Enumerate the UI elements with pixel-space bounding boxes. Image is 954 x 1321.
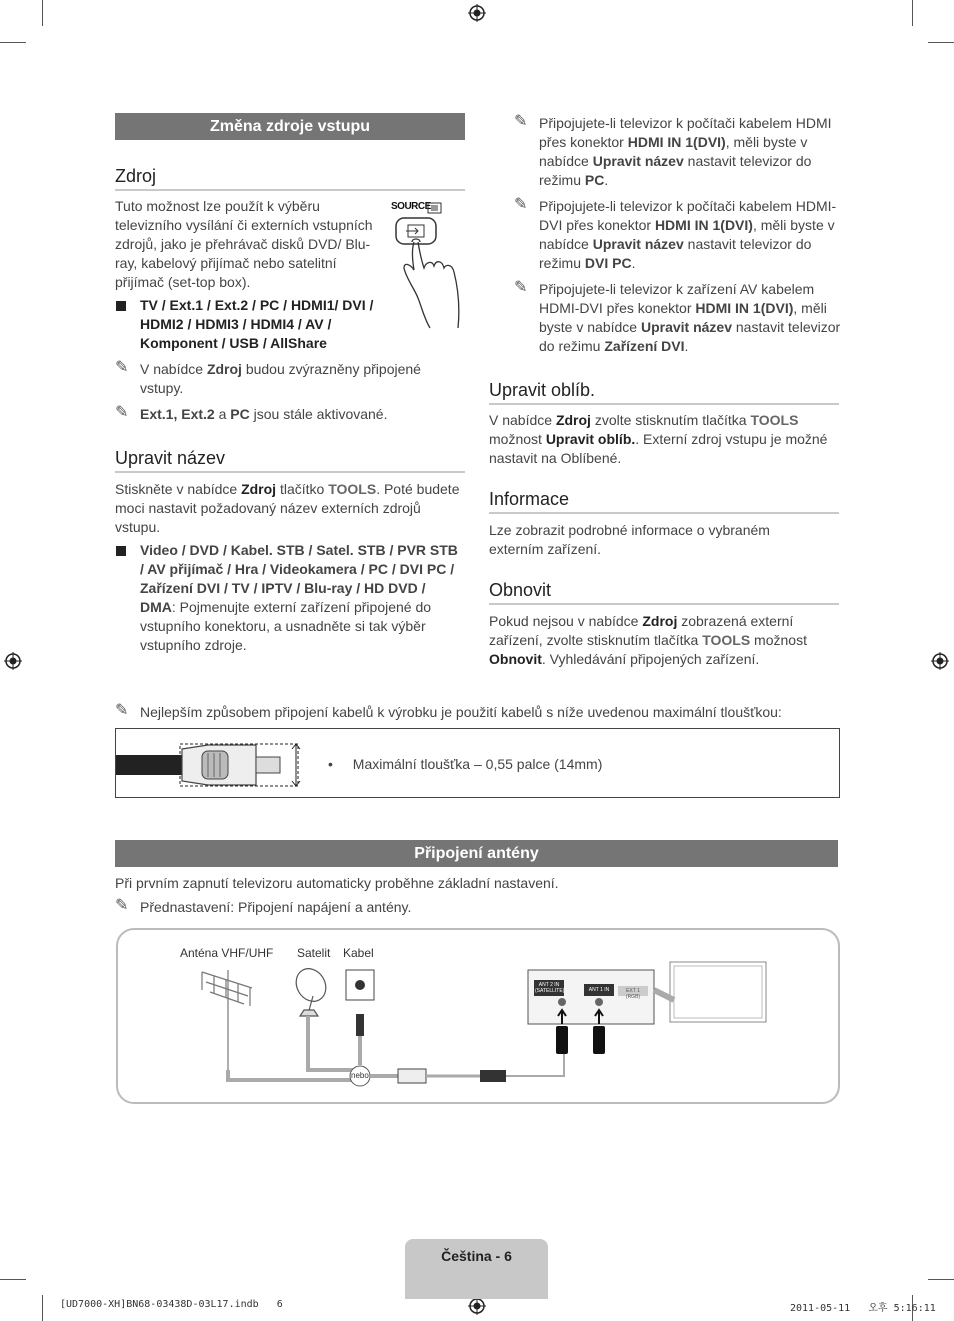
text-part: Pokud nejsou v nabídce	[489, 613, 643, 629]
note-bold: HDMI IN 1(DVI)	[627, 134, 726, 150]
note-bold: PC	[584, 172, 605, 188]
informace-text: Lze zobrazit podrobné informace o vybraném externím zařízení.	[489, 522, 770, 557]
zdroj-source-list	[115, 296, 410, 353]
text-bold: Zdroj	[642, 613, 678, 629]
source-label: SOURCE	[391, 201, 431, 212]
note-text: , měli byste v nabídce	[539, 134, 808, 169]
right-note-2	[514, 197, 857, 273]
bullet-text: : Pojmenujte externí zařízení připojené do vstupního konektoru, a usnadněte si tak výběr vstupního zdroje.	[140, 599, 432, 653]
registration-mark-icon	[468, 4, 486, 22]
text-part: . Externí zdroj vstupu je možné nastavit na Oblíbené.	[489, 431, 828, 466]
text-part: . Vyhledávání připojených zařízení.	[541, 651, 760, 667]
cable-thickness-box	[115, 728, 840, 798]
print-date: 2011-05-11 오후 5:16:11	[790, 1303, 936, 1314]
crop-mark	[0, 1279, 26, 1280]
cable-bullet-text: Maximální tloušťka – 0,55 palce (14mm)	[352, 756, 603, 772]
note-pen-icon: ✎	[115, 897, 129, 914]
note-text: Přednastavení: Připojení napájení a antény.	[140, 899, 412, 915]
text-part: zobrazená externí zařízení, zvolte stisknutím tlačítka	[489, 613, 794, 648]
heading-obnovit: Obnovit	[489, 580, 839, 605]
obnovit-text	[489, 612, 829, 669]
crop-mark	[912, 0, 913, 26]
note-text: Připojujete-li televizor k počítači kabelem HDMI přes konektor	[539, 115, 832, 150]
vhf-antenna-icon	[202, 970, 252, 1070]
text-part: tlačítko	[276, 481, 329, 497]
device-name-list: Video / DVD / Kabel. STB / Satel. STB / PVR STB / AV přijímač / Hra / Videokamera / PC / DVI PC / Zařízení DVI / TV / IPTV / Blu-ray / HD DVD / DMA	[140, 542, 458, 615]
note-bold: HDMI IN 1(DVI)	[695, 300, 794, 316]
note-pen-icon: ✎	[115, 702, 129, 719]
tools-label: TOOLS	[702, 632, 751, 648]
note-text: a	[214, 406, 231, 422]
label-kabel: Kabel	[343, 946, 374, 960]
note-bold: PC	[230, 406, 250, 422]
note-text: budou zvýrazněny připojené vstupy.	[140, 361, 421, 396]
cable-bullet	[328, 756, 602, 772]
upravit-nazev-text	[115, 480, 460, 537]
label-nebo: nebo	[351, 1071, 369, 1080]
port-ant1: ANT 1 IN	[588, 987, 610, 993]
note-pen-icon: ✎	[514, 113, 528, 130]
page-label: Čeština - 6	[441, 1248, 512, 1264]
zdroj-note-1	[115, 360, 440, 398]
note-bold: Upravit název	[640, 319, 732, 335]
heading-upravit-nazev: Upravit název	[115, 448, 465, 473]
note-bold: Zařízení DVI	[604, 338, 685, 354]
satellite-dish-icon	[290, 963, 331, 1016]
crop-mark	[928, 42, 954, 43]
registration-mark-icon	[931, 652, 949, 670]
note-text: V nabídce	[140, 361, 207, 377]
note-pen-icon: ✎	[115, 359, 129, 376]
port-ext1: EXT 1 (RGB)	[625, 988, 641, 1000]
source-list-text: TV / Ext.1 / Ext.2 / PC / HDMI1/ DVI / HDMI2 / HDMI3 / HDMI4 / AV / Komponent / USB / AllShare	[140, 297, 374, 351]
file-info: [UD7000-XH]BN68-03438D-03L17.indb 6	[60, 1299, 283, 1310]
note-bold: HDMI IN 1(DVI)	[654, 217, 753, 233]
text-bold: Obnovit	[489, 651, 542, 667]
tv-outline-icon	[654, 962, 766, 1022]
connection-drawing	[118, 930, 838, 1102]
crop-mark	[42, 1295, 43, 1321]
note-bold: Upravit název	[592, 153, 684, 169]
note-text: nastavit televizor do režimu	[539, 236, 812, 271]
port-ant2: ANT 2 IN (SATELLITE)	[535, 982, 565, 994]
wall-socket-icon	[346, 970, 374, 1036]
zdroj-note-2	[115, 405, 480, 424]
label-vhf-uhf: Anténa VHF/UHF	[180, 946, 274, 960]
antenna-text: Při prvním zapnutí televizoru automaticky proběhne základní nastavení.	[115, 875, 559, 891]
right-note-1	[514, 114, 857, 190]
crop-mark	[42, 0, 43, 26]
tools-label: TOOLS	[750, 412, 799, 428]
text-part: Stiskněte v nabídce	[115, 481, 242, 497]
note-bold: Upravit název	[592, 236, 684, 252]
text-part: . Poté budete moci nastavit požadovaný název externích zdrojů vstupu.	[115, 481, 460, 535]
note-pen-icon: ✎	[115, 404, 129, 421]
text-part: zvolte stisknutím tlačítka	[590, 412, 751, 428]
bullet-square-icon	[116, 301, 126, 311]
bullet-dot-icon: •	[328, 756, 333, 772]
cable-thickness-note	[115, 703, 870, 722]
note-bold: Zdroj	[206, 361, 242, 377]
crop-mark	[0, 42, 26, 43]
section-title-antena: Připojení antény	[115, 840, 838, 867]
text-bold: Upravit oblíb.	[545, 431, 636, 447]
tools-label: TOOLS	[328, 481, 377, 497]
note-text: Připojujete-li televizor k zařízení AV kabelem HDMI-DVI přes konektor	[539, 281, 815, 316]
page-tab	[405, 1239, 548, 1299]
note-pen-icon: ✎	[514, 196, 528, 213]
zdroj-intro: Tuto možnost lze použít k výběru televizního vysílání či externích vstupních zdrojů, jako je přehrávač disků DVD/ Blu-ray, kabelový přijímač nebo satelitní přijímač (set-top box).	[115, 198, 373, 290]
note-text: .	[684, 338, 689, 354]
upravit-nazev-bullet	[115, 541, 465, 655]
right-note-3	[514, 280, 857, 356]
crop-mark	[928, 1279, 954, 1280]
cable-plug-icon	[116, 741, 306, 789]
note-text: , měli byste v nabídce	[539, 300, 827, 335]
note-text: nastavit televizor do režimu	[539, 319, 841, 354]
heading-upravit-oblib: Upravit oblíb.	[489, 380, 839, 405]
note-text: Připojujete-li televizor k počítači kabelem HDMI-DVI přes konektor	[539, 198, 837, 233]
antenna-note	[115, 898, 740, 917]
text-bold: Zdroj	[241, 481, 277, 497]
note-bold: Ext.1, Ext.2	[140, 406, 215, 422]
heading-zdroj: Zdroj	[115, 166, 465, 191]
note-text: Nejlepším způsobem připojení kabelů k výrobku je použití kabelů s níže uvedenou maximální tloušťkou:	[140, 704, 782, 720]
heading-informace: Informace	[489, 489, 839, 514]
registration-mark-icon	[468, 1297, 486, 1315]
text-bold: Zdroj	[555, 412, 591, 428]
note-text: jsou stále aktivované.	[249, 406, 388, 422]
text-part: možnost	[489, 431, 546, 447]
bullet-square-icon	[116, 546, 126, 556]
antenna-diagram	[116, 928, 840, 1104]
note-text: , měli byste v nabídce	[539, 217, 835, 252]
note-text: .	[604, 172, 609, 188]
section-title-zmena-zdroje: Změna zdroje vstupu	[115, 113, 465, 140]
label-satelit: Satelit	[297, 946, 331, 960]
text-part: možnost	[750, 632, 807, 648]
text-part: V nabídce	[489, 412, 556, 428]
note-text: .	[631, 255, 636, 271]
note-bold: DVI PC	[584, 255, 632, 271]
note-pen-icon: ✎	[514, 279, 528, 296]
note-text: nastavit televizor do režimu	[539, 153, 812, 188]
registration-mark-icon	[4, 652, 22, 670]
upravit-oblib-text	[489, 411, 841, 468]
